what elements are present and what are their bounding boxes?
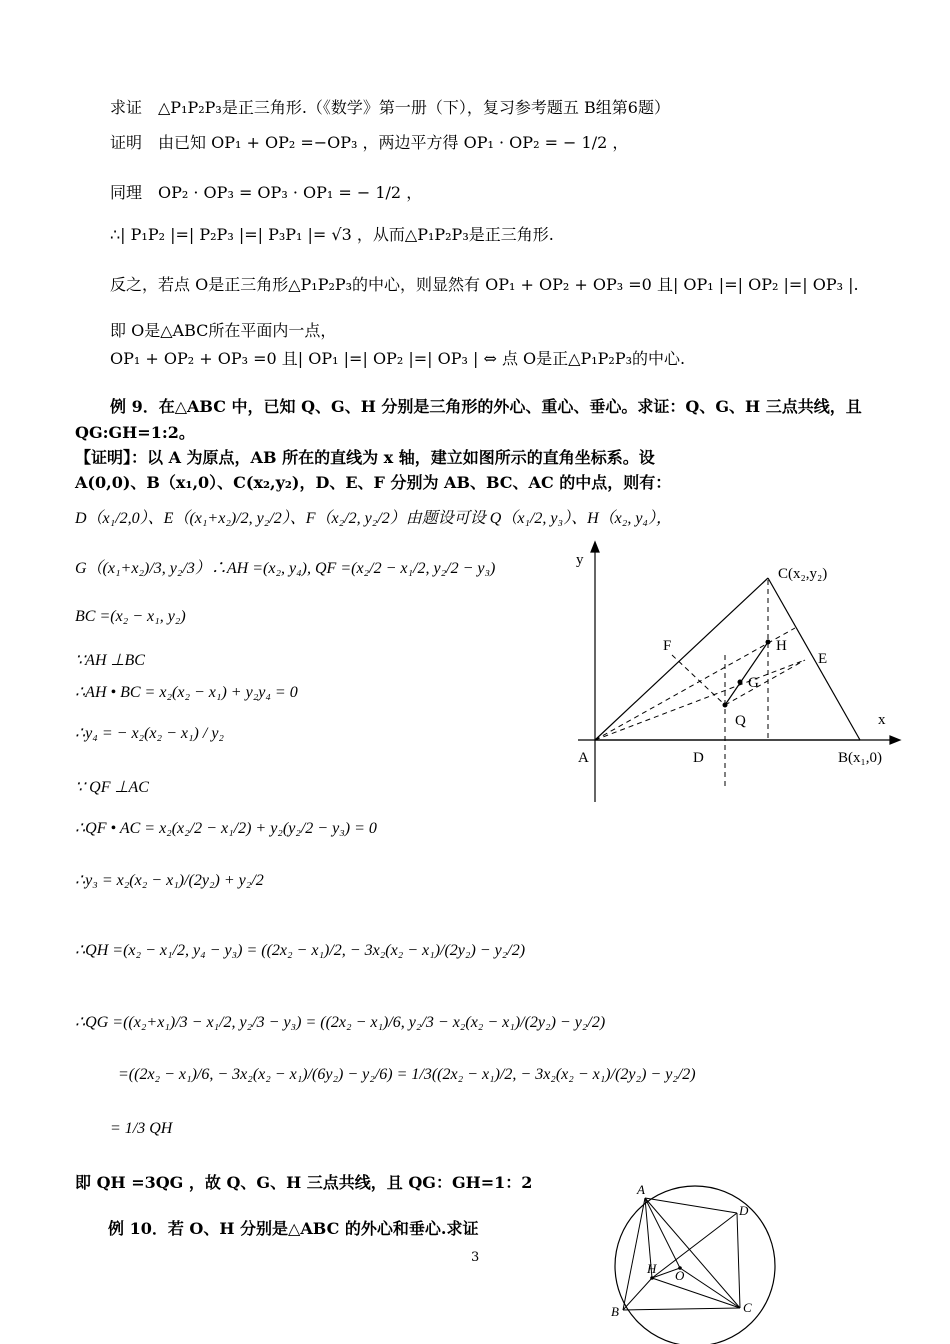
intro-line-7: OP₁ + OP₂ + OP₃ =0 且| OP₁ |=| OP₂ |=| OP₃ | ⇔ 点 O是正△P₁P₂P₃的中心. bbox=[110, 349, 686, 368]
circumcircle bbox=[615, 1186, 775, 1344]
label-e: E bbox=[818, 651, 828, 667]
point-g bbox=[738, 680, 743, 685]
intro-line-5: 反之，若点 O是正三角形△P₁P₂P₃的中心，则显然有 OP₁ + OP₂ + OP₃ =0 且| OP₁ |=| OP₂ |=| OP₃ |. bbox=[110, 275, 859, 294]
side-bc bbox=[768, 578, 860, 740]
euler-line-q-h bbox=[725, 642, 768, 705]
label2-d: D bbox=[739, 1203, 749, 1218]
eq-y4: ∴y₄ = − x₂(x₂ − x₁) / y₂ bbox=[75, 725, 224, 742]
label-q: Q bbox=[735, 713, 746, 729]
label-b: B(x₁,0) bbox=[838, 750, 882, 766]
y-axis-arrow bbox=[591, 542, 599, 552]
intro-line-6: 即 O是△ABC所在平面内一点， bbox=[110, 321, 337, 340]
eq-bc: BC =(x₂ − x₁, y₂) bbox=[75, 608, 186, 625]
eq-qg-2: =((2x₂ − x₁)/6, − 3x₂(x₂ − x₁)/(6y₂) − y₂/6) = 1/3((2x₂ − x₁)/2, − 3x₂(x₂ − x₁)/(2y₂) − y₂/2) bbox=[118, 1066, 696, 1083]
figure-circumcircle bbox=[605, 1178, 785, 1344]
label2-a: A bbox=[637, 1182, 645, 1197]
label-d: D bbox=[693, 750, 704, 766]
seg-bc bbox=[623, 1308, 740, 1310]
seg-hd bbox=[652, 1213, 737, 1278]
figure-coordinate-triangle bbox=[560, 540, 910, 810]
intro-line-2: 证明 由已知 OP₁ + OP₂ =−OP₃ ，两边平方得 OP₁ · OP₂ = − 1/2 ， bbox=[110, 133, 629, 152]
intro-line-3: 同理 OP₂ · OP₃ = OP₃ · OP₁ = − 1/2 ， bbox=[110, 183, 423, 202]
eq-y3: ∴y₃ = x₂(x₂ − x₁)/(2y₂) + y₂/2 bbox=[75, 872, 264, 889]
perp-bisector-ac bbox=[672, 655, 725, 705]
perp-bisector-bc bbox=[725, 660, 805, 705]
line-a-h bbox=[595, 628, 795, 740]
point-h bbox=[766, 640, 771, 645]
eq-qg-1: ∴QG =((x₂+x₁)/3 − x₁/2, y₂/3 − y₃) = ((2x₂ − x₁)/6, y₂/3 − x₂(x₂ − x₁)/(2y₂) − y₂/2) bbox=[75, 1014, 606, 1031]
eq-point-g: G（(x₁+x₂)/3, y₂/3）∴AH =(x₂, y₄), QF =(x₂/2 − x₁/2, y₂/2 − y₃) bbox=[75, 560, 496, 577]
intro-line-1: 求证 △P₁P₂P₃是正三角形.（《数学》第一册（下），复习参考题五 B组第6题） bbox=[110, 98, 670, 117]
eq-perp-qf-ac: ∵ QF ⊥AC bbox=[75, 779, 149, 796]
label-x-axis: x bbox=[878, 712, 886, 728]
eq-qh: ∴QH =(x₂ − x₁/2, y₄ − y₃) = ((2x₂ − x₁)/2, − 3x₂(x₂ − x₁)/(2y₂) − y₂/2) bbox=[75, 942, 526, 959]
example9-proof-line1: 【证明】：以 A 为原点，AB 所在的直线为 x 轴，建立如图所示的直角坐标系。设 bbox=[75, 448, 655, 467]
example9-conclusion: 即 QH =3QG ，故 Q、G、H 三点共线，且 QG：GH=1：2 bbox=[75, 1173, 533, 1192]
eq-dot-qf-ac: ∴QF • AC = x₂(x₂/2 − x₁/2) + y₂(y₂/2 − y₃) = 0 bbox=[75, 820, 377, 837]
point-h2 bbox=[650, 1276, 654, 1280]
eq-perp-ah-bc: ∵AH ⊥BC bbox=[75, 652, 145, 669]
eq-dot-ah-bc: ∴AH • BC = x₂(x₂ − x₁) + y₂y₄ = 0 bbox=[75, 684, 298, 701]
label-g: G bbox=[748, 675, 759, 691]
label-a: A bbox=[578, 750, 589, 766]
label2-o: O bbox=[675, 1268, 685, 1283]
label-f: F bbox=[663, 638, 672, 654]
example9-title-line1: 例 9．在△ABC 中，已知 Q、G、H 分别是三角形的外心、重心、垂心。求证：Q、G、H 三点共线，且 bbox=[110, 397, 862, 416]
label-y-axis: y bbox=[576, 552, 584, 568]
label2-b: B bbox=[611, 1304, 619, 1319]
example10-title: 例 10．若 O、H 分别是△ABC 的外心和垂心.求证 bbox=[108, 1219, 479, 1238]
page-number: 3 bbox=[471, 1250, 480, 1265]
intro-line-4: ∴| P₁P₂ |=| P₂P₃ |=| P₃P₁ |= √3 ，从而△P₁P₂P₃是正三角形. bbox=[110, 225, 554, 244]
median-a-e bbox=[595, 660, 805, 740]
seg-ad bbox=[645, 1198, 737, 1213]
point-q bbox=[723, 703, 728, 708]
label2-c: C bbox=[743, 1300, 752, 1315]
label-h: H bbox=[776, 638, 787, 654]
example9-title-line2: QG:GH=1:2。 bbox=[75, 423, 195, 442]
seg-dc bbox=[737, 1213, 740, 1308]
eq-qg-3: = 1/3 QH bbox=[110, 1120, 173, 1137]
seg-bh bbox=[623, 1278, 652, 1310]
eq-points-d-e-f: D（x₁/2,0）、E（(x₁+x₂)/2, y₂/2）、F（x₂/2, y₂/2）由题设可设 Q（x₁/2, y₃）、H（x₂, y₄）， bbox=[75, 510, 672, 527]
x-axis-arrow bbox=[890, 736, 900, 744]
example9-proof-line2: A(0,0)、B（x₁,0）、C(x₂,y₂)，D、E、F 分别为 AB、BC、AC 的中点，则有： bbox=[75, 473, 672, 492]
label-c: C(x₂,y₂) bbox=[778, 566, 828, 582]
label2-h: H bbox=[647, 1261, 657, 1276]
